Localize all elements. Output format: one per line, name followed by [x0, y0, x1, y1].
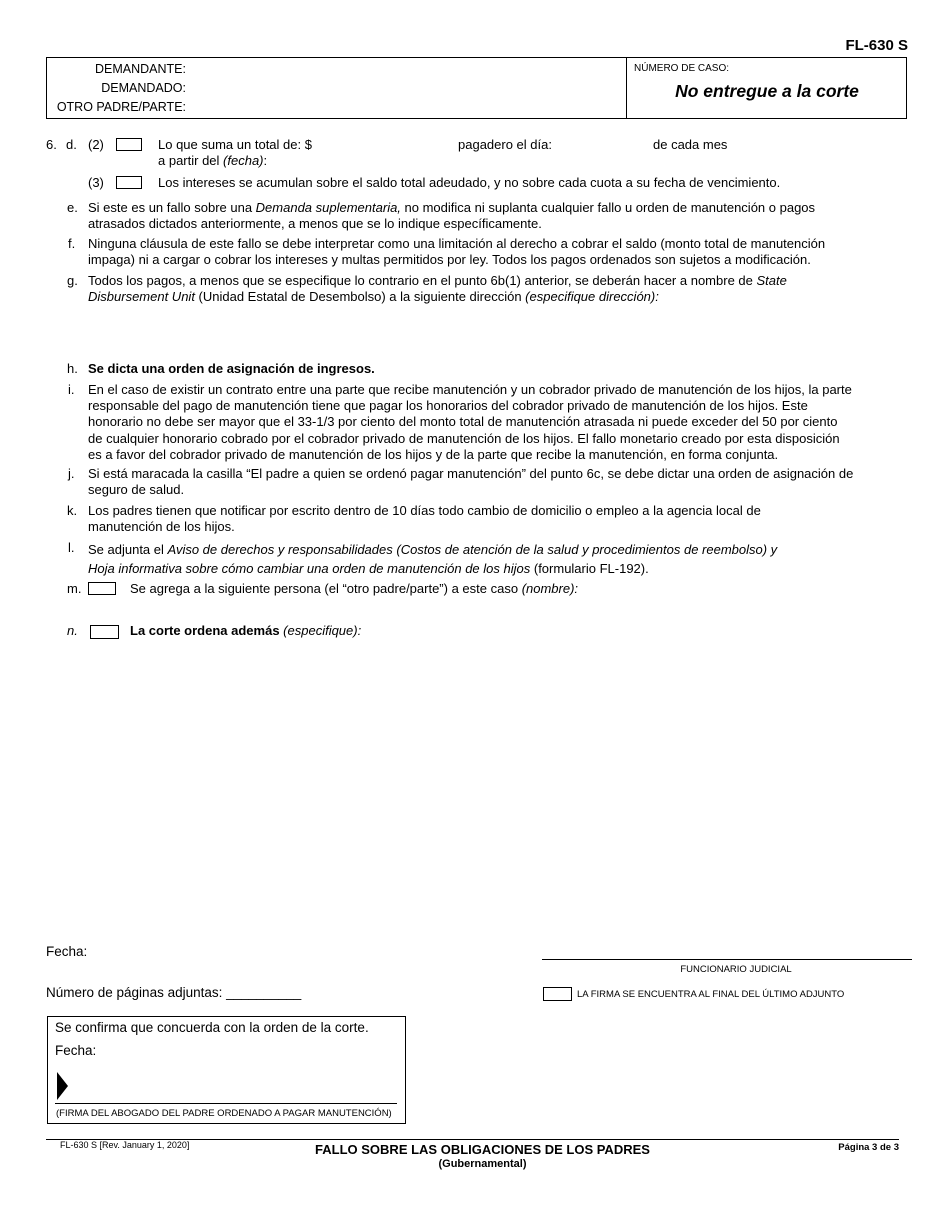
attorney-signature-label: (FIRMA DEL ABOGADO DEL PADRE ORDENADO A PAGAR MANUTENCIÓN): [56, 1108, 392, 1119]
pages-attached-label: Número de páginas adjuntas: __________: [46, 985, 302, 1000]
item-e-letter: e.: [67, 200, 78, 215]
m-checkbox[interactable]: [88, 582, 116, 595]
item-f-letter: f.: [68, 236, 76, 251]
pages-attached-field[interactable]: __________: [226, 985, 302, 1000]
item-i-letter: i.: [68, 382, 75, 397]
form-title: FALLO SOBRE LAS OBLIGACIONES DE LOS PADRES: [315, 1142, 650, 1157]
item-l-letter: l.: [68, 540, 75, 555]
item-j-letter: j.: [68, 466, 75, 481]
item-e-text: Si este es un fallo sobre una Demanda suplementaria, no modifica ni suplanta cualquier fallo u orden de manutención o pagos atrasados dictados anteriormente, a menos que se lo indique específicamente.: [88, 200, 816, 232]
petitioner-label: DEMANDANTE:: [95, 62, 186, 76]
other-parent-label: OTRO PADRE/PARTE:: [56, 100, 186, 114]
d2-checkbox[interactable]: [116, 138, 142, 151]
item-d2-number: (2): [88, 137, 104, 152]
confirm-text: Se confirma que concuerda con la orden de la corte.: [55, 1020, 369, 1035]
signature-follows-label: LA FIRMA SE ENCUENTRA AL FINAL DEL ÚLTIMO ADJUNTO: [577, 989, 845, 1000]
item-l-text: Se adjunta el Aviso de derechos y responsabilidades (Costos de atención de la salud y procedimientos de reembolso) y Hoja informativa sobre cómo cambiar una orden de manutención de los hijos (formulario FL-192).: [88, 542, 778, 576]
sign-here-arrow-icon: [57, 1072, 68, 1100]
item-f-text: Ninguna cláusula de este fallo se debe interpretar como una limitación al derecho a cobrar el saldo (monto total de manutención impaga) ni a cargar o cobrar los intereses y multas permitidos por ley. Todos los pagos ordenados son sujetos a modificación.: [88, 236, 826, 268]
respondent-label: DEMANDADO:: [101, 81, 186, 95]
item-m-letter: m.: [67, 581, 82, 596]
item-k-text: Los padres tienen que notificar por escrito dentro de 10 días todo cambio de domicilio o empleo a la agencia local de manutención de los hijos.: [88, 503, 761, 535]
item-d-letter: d.: [66, 137, 77, 152]
judicial-officer-label: FUNCIONARIO JUDICIAL: [680, 964, 792, 975]
item-h-letter: h.: [67, 361, 78, 376]
item-n-text: La corte ordena además (especifique):: [130, 623, 362, 638]
case-number-value: No entregue a la corte: [675, 81, 859, 101]
case-number-label: NÚMERO DE CASO:: [634, 63, 730, 74]
form-id: FL-630 S: [845, 37, 908, 54]
page-number: Página 3 de 3: [838, 1142, 899, 1153]
item-number: 6.: [46, 137, 57, 152]
attorney-signature-line[interactable]: [55, 1103, 397, 1104]
d2-total-label: Lo que suma un total de: $: [158, 137, 312, 152]
attorney-confirmation-box: [47, 1016, 406, 1124]
d2-from-label: a partir del (fecha):: [158, 153, 268, 168]
d2-payable-label: pagadero el día:: [458, 137, 552, 152]
d2-month-label: de cada mes: [653, 137, 728, 152]
item-g-letter: g.: [67, 273, 78, 288]
case-caption: [46, 57, 907, 119]
signature-follows-checkbox[interactable]: [543, 987, 572, 1001]
parties-block: [47, 58, 627, 118]
item-k-letter: k.: [67, 503, 78, 518]
n-checkbox[interactable]: [90, 625, 119, 639]
d3-checkbox[interactable]: [116, 176, 142, 189]
confirm-date-label: Fecha:: [55, 1043, 97, 1058]
item-j-text: Si está maracada la casilla “El padre a quien se ordenó pagar manutención” del punto 6c, se debe dictar una orden de asignación de seguro de salud.: [88, 466, 854, 498]
item-d3-number: (3): [88, 175, 104, 190]
date-label: Fecha:: [46, 944, 88, 959]
item-g-text: Todos los pagos, a menos que se especifique lo contrario en el punto 6b(1) anterior, se deberán hacer a nombre de State Disbursement Unit (Unidad Estatal de Desembolso) a la siguiente dirección (especifique dirección):: [88, 273, 787, 305]
item-i-text: En el caso de existir un contrato entre una parte que recibe manutención y un cobrador privado de manutención de los hijos, la parte responsable del pago de manutención tiene que pagar los honorarios del cobrador privado de manutención de los hijos. Este honorario no debe ser mayor que el 33-1/3 por ciento del monto total de manutención atrasada ni puede exceder del 50 por ciento de cualquier honorario cobrado por el cobrador privado de manutención de los hijos. El fallo monetario creado por esta disposición es a favor del cobrador privado de manutención de los hijos y de la parte que recibe la manutención, en forma conjunta.: [88, 382, 852, 462]
d3-text: Los intereses se acumulan sobre el saldo total adeudado, y no sobre cada cuota a su fecha de vencimiento.: [158, 175, 781, 190]
item-n-letter: n.: [67, 623, 78, 638]
judicial-officer-signature-line[interactable]: [542, 959, 912, 960]
form-subtitle: (Gubernamental): [438, 1158, 527, 1170]
item-m-text: Se agrega a la siguiente persona (el “otro padre/parte”) a este caso (nombre):: [130, 581, 579, 596]
form-revision: FL-630 S [Rev. January 1, 2020]: [60, 1140, 190, 1150]
item-h-text: Se dicta una orden de asignación de ingresos.: [88, 361, 375, 376]
